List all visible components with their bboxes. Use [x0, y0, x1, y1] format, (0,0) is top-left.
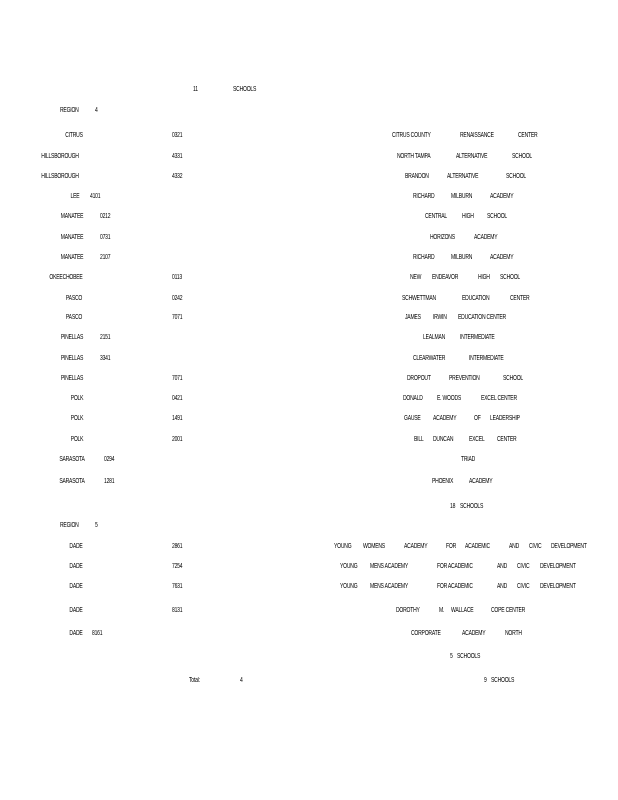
county-name: SARASOTA [59, 456, 85, 463]
school-name-word: DOROTHY [396, 607, 420, 614]
school-name-word: EDUCATION [462, 295, 490, 302]
school-name-word: ACADEMY [474, 234, 498, 241]
school-name-word: DUNCAN [433, 436, 454, 443]
school-name-word: E. WOODS [437, 395, 462, 402]
school-name-word: INTERMEDIATE [460, 334, 495, 341]
county-name: DADE [69, 630, 83, 637]
school-name-word: IRWIN [433, 314, 447, 321]
school-name-word: LEADERSHIP [490, 415, 520, 422]
school-name-word: ACADEMIC [465, 543, 490, 550]
county-name: DADE [69, 543, 83, 550]
school-name-word: FOR [446, 543, 457, 550]
region-number: 4 [95, 107, 98, 114]
header-school-count: 11 [193, 86, 198, 93]
school-name-word: WALLACE [451, 607, 474, 614]
school-name-word: HIGH [478, 274, 490, 281]
school-name-word: ACADEMY [433, 415, 457, 422]
county-name: MANATEE [60, 213, 84, 220]
school-name-word: ENDEAVOR [432, 274, 459, 281]
county-name: MANATEE [60, 254, 84, 261]
school-name-word: PREVENTION [449, 375, 480, 382]
school-name-word: EDUCATION CENTER [458, 314, 506, 321]
school-code: 1281 [104, 478, 115, 485]
total-school-count: 9 [484, 677, 487, 684]
school-name-word: CENTER [510, 295, 530, 302]
school-code: 7254 [172, 563, 183, 570]
county-name: LEE [70, 193, 80, 200]
school-name-word: CENTER [497, 436, 517, 443]
county-name: PINELLAS [60, 375, 84, 382]
school-name-word: OF [474, 415, 481, 422]
county-name: PASCO [65, 314, 83, 321]
school-name-word: PHOENIX [432, 478, 454, 485]
school-name-word: MILBURN [451, 193, 473, 200]
county-name: SARASOTA [59, 478, 85, 485]
school-code: 8131 [172, 607, 183, 614]
school-code: 0212 [100, 213, 111, 220]
school-name-word: ACADEMY [469, 478, 493, 485]
school-name-word: NORTH [505, 630, 522, 637]
county-name: PINELLAS [60, 334, 84, 341]
school-name-word: CIVIC [517, 563, 530, 570]
school-name-word: MENS ACADEMY [370, 563, 409, 570]
school-name-word: ALTERNATIVE [447, 173, 479, 180]
school-name-word: HORIZONS [430, 234, 455, 241]
school-name-word: DEVELOPMENT [540, 583, 576, 590]
school-name-word: CENTER [518, 132, 538, 139]
school-name-word: CORPORATE [411, 630, 441, 637]
school-name-word: BILL [414, 436, 424, 443]
school-code: 4101 [90, 193, 101, 200]
total-school-unit: SCHOOLS [491, 677, 515, 684]
county-name: DADE [69, 563, 83, 570]
county-name: CITRUS [65, 132, 83, 139]
region-school-unit: SCHOOLS [457, 653, 481, 660]
school-name-word: RICHARD [413, 254, 435, 261]
school-name-word: MILBURN [451, 254, 473, 261]
school-name-word: YOUNG [334, 543, 352, 550]
school-code: 7071 [172, 375, 183, 382]
school-name-word: ACADEMY [490, 193, 514, 200]
school-code: 8161 [92, 630, 103, 637]
school-code: 0321 [172, 132, 183, 139]
school-name-word: LEALMAN [423, 334, 446, 341]
county-name: HILLSBOROUGH [41, 173, 79, 180]
school-name-word: ALTERNATIVE [456, 153, 488, 160]
school-name-word: EXCEL CENTER [481, 395, 517, 402]
school-name-word: DONALD [403, 395, 423, 402]
county-name: MANATEE [60, 234, 84, 241]
school-name-word: ACADEMY [404, 543, 428, 550]
school-name-word: CLEARWATER [413, 355, 446, 362]
county-name: PASCO [65, 295, 83, 302]
school-name-word: SCHWETTMAN [402, 295, 436, 302]
county-name: PINELLAS [60, 355, 84, 362]
school-name-word: CITRUS COUNTY [392, 132, 431, 139]
school-name-word: SCHOOL [506, 173, 526, 180]
region-school-count: 18 [450, 503, 456, 510]
school-name-word: DEVELOPMENT [551, 543, 587, 550]
school-name-word: AND [509, 543, 520, 550]
school-name-word: SCHOOL [512, 153, 532, 160]
school-code: 2151 [100, 334, 111, 341]
region-school-count: 5 [450, 653, 453, 660]
school-name-word: HIGH [462, 213, 474, 220]
region-school-unit: SCHOOLS [460, 503, 484, 510]
school-name-word: EXCEL [469, 436, 485, 443]
school-name-word: INTERMEDIATE [469, 355, 504, 362]
school-name-word: DEVELOPMENT [540, 563, 576, 570]
school-code: 0731 [100, 234, 111, 241]
school-code: 4332 [172, 173, 183, 180]
school-code: 2107 [100, 254, 111, 261]
school-code: 0242 [172, 295, 183, 302]
school-name-word: CENTRAL [425, 213, 448, 220]
school-name-word: SCHOOL [487, 213, 507, 220]
county-name: POLK [70, 436, 84, 443]
school-name-word: TRIAD [460, 456, 476, 463]
county-name: DADE [69, 583, 83, 590]
school-code: 3341 [100, 355, 111, 362]
school-code: 7631 [172, 583, 183, 590]
school-code: 0294 [104, 456, 115, 463]
school-code: 7071 [172, 314, 183, 321]
region-label: REGION [60, 107, 79, 114]
school-name-word: YOUNG [340, 583, 358, 590]
school-code: 2001 [172, 436, 183, 443]
county-name: POLK [70, 395, 84, 402]
school-name-word: MENS ACADEMY [370, 583, 409, 590]
school-name-word: FOR ACADEMIC [437, 563, 473, 570]
school-name-word: CIVIC [529, 543, 542, 550]
school-name-word: CIVIC [517, 583, 530, 590]
school-code: 2861 [172, 543, 183, 550]
school-code: 0421 [172, 395, 183, 402]
school-name-word: FOR ACADEMIC [437, 583, 473, 590]
school-name-word: BRANDON [405, 173, 429, 180]
school-name-word: M. [439, 607, 445, 614]
school-name-word: GAUSE [404, 415, 421, 422]
county-name: DADE [69, 607, 83, 614]
county-name: OKEECHOBEE [49, 274, 83, 281]
school-name-word: SCHOOL [503, 375, 523, 382]
region-number: 5 [95, 522, 98, 529]
region-label: REGION [60, 522, 79, 529]
school-code: 1491 [172, 415, 183, 422]
school-code: 4331 [172, 153, 183, 160]
total-regions: 4 [240, 677, 243, 684]
school-name-word: WOMENS [363, 543, 385, 550]
school-name-word: RENAISSANCE [460, 132, 494, 139]
school-name-word: AND [497, 563, 508, 570]
school-code: 0113 [172, 274, 182, 281]
school-name-word: AND [497, 583, 508, 590]
header-school-unit: SCHOOLS [233, 86, 257, 93]
school-name-word: DROPOUT [407, 375, 431, 382]
school-name-word: YOUNG [340, 563, 358, 570]
county-name: HILLSBOROUGH [41, 153, 79, 160]
school-name-word: RICHARD [413, 193, 435, 200]
school-name-word: JAMES [405, 314, 421, 321]
school-name-word: COPE CENTER [491, 607, 526, 614]
county-name: POLK [70, 415, 84, 422]
school-name-word: SCHOOL [500, 274, 520, 281]
total-label: Total: [189, 677, 200, 684]
school-name-word: ACADEMY [462, 630, 486, 637]
school-name-word: NORTH TAMPA [397, 153, 431, 160]
school-name-word: ACADEMY [490, 254, 514, 261]
school-name-word: NEW [410, 274, 422, 281]
